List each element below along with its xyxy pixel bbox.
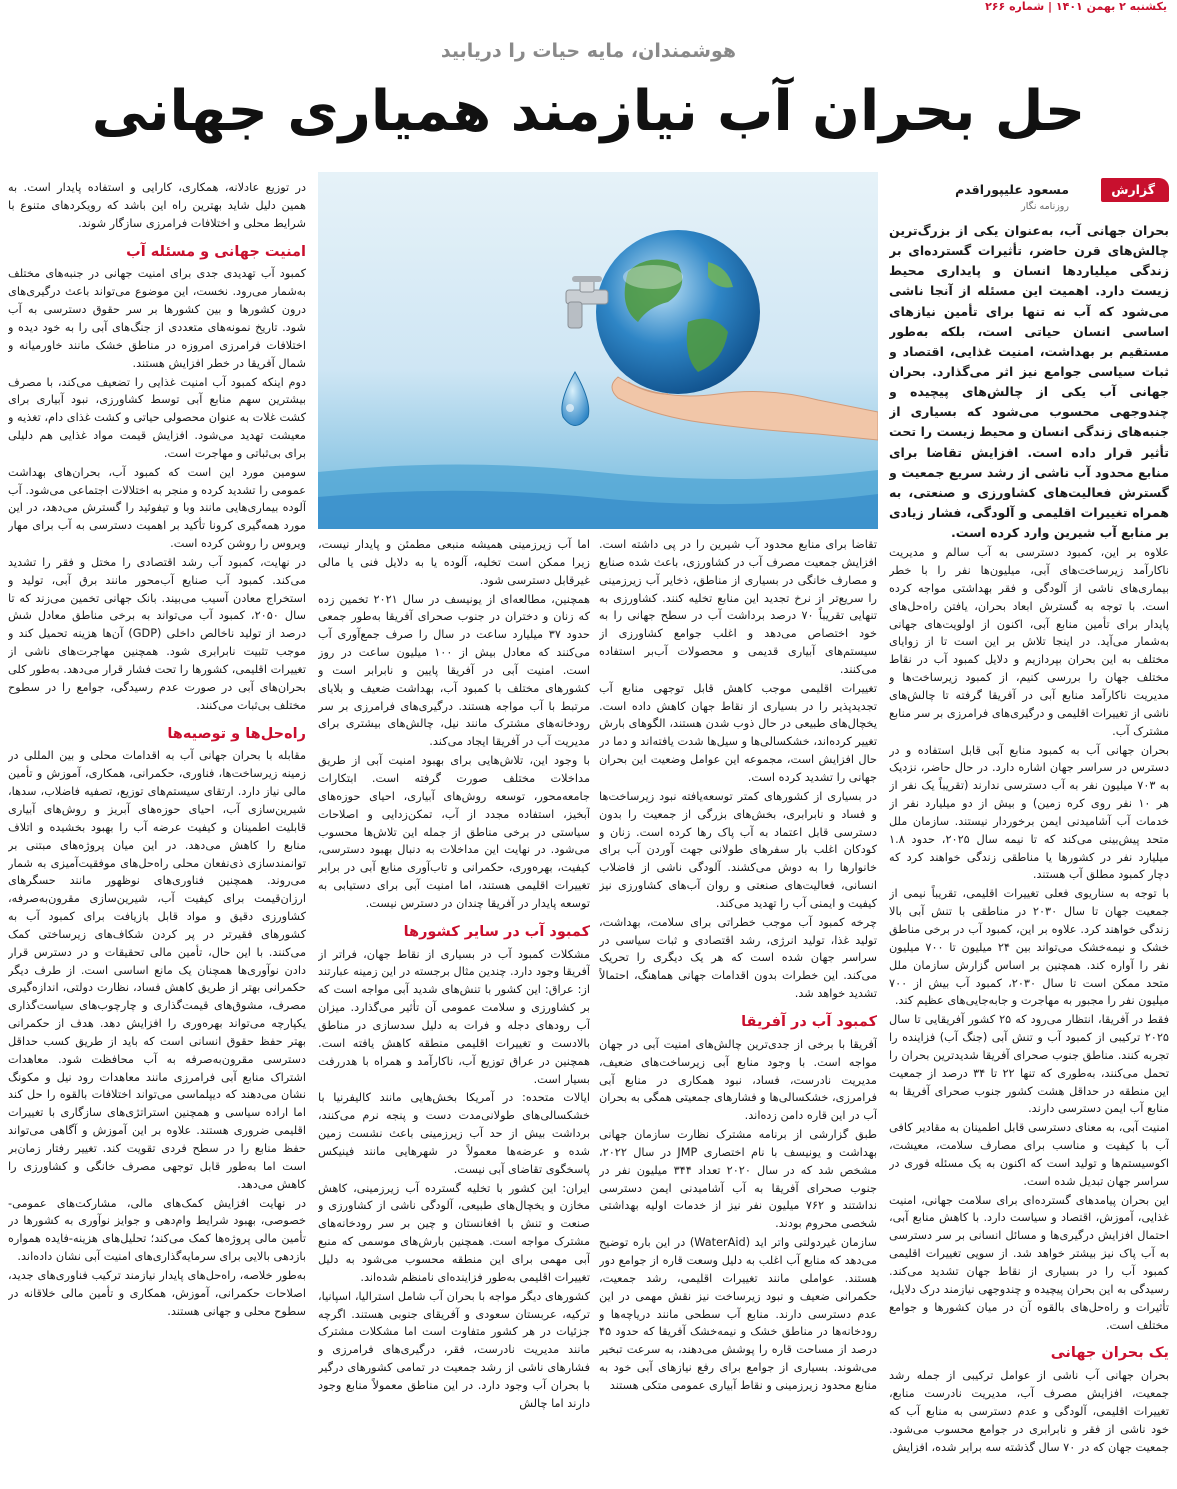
paragraph: در نهایت افزایش کمک‌های مالی، مشارکت‌های عمومی-خصوصی، بهبود شرایط وام‌دهی و جوایز نوآوری به کشورها در تأمین مالی پروژه‌ها کمک می‌کند؛ تحلیل‌های هزینه-فایده همواره بازدهی بالایی برای سرمایه‌گذاری‌های امنیت آبی نشان داده‌اند. <box>8 1196 306 1264</box>
section-heading: راه‌حل‌ها و توصیه‌ها <box>167 725 306 742</box>
paragraph: مشکلات کمبود آب در بسیاری از نقاط جهان، فراتر از آفریقا وجود دارد. چندین مثال برجسته در این زمینه عبارتند از: عراق: این کشور با تنش‌های شدید آبی مواجه است که بر کشاورزی و سلامت عمومی آن تأثیر می‌گذارد. میزان آب رودهای دجله و فرات به دلیل سدسازی در مناطق بالادست و تغییرات اقلیمی منطقه کاهش یافته است. همچنین در عراق توزیع آب، ناکارآمد و همراه با هدررفت بسیار است. <box>318 947 590 1086</box>
paragraph: ایالات متحده: در آمریکا بخش‌هایی مانند کالیفرنیا با خشکسالی‌های طولانی‌مدت دست و پنجه نرم می‌کنند، برداشت بیش از حد آب زیرزمینی باعث نشست زمین شده و عرضه‌ها معمولاً در شهرهایی مانند فینیکس پاسخگوی تقاضای آبی نیست. <box>318 1091 590 1176</box>
paragraph: در نهایت، کمبود آب رشد اقتصادی را مختل و فقر را تشدید می‌کند. کمبود آب صنایع آب‌محور مانند برق آبی، تولید و استخراج معادن آسیب می‌بیند. بانک جهانی تخمین می‌زند که تا سال ۲۰۵۰، کمبود آب می‌تواند به برخی مناطق معادل شش درصد از تولید ناخالص داخلی (GDP) آن‌ها هزینه تحمیل کند و موجب تثبیت نابرابری شود. همچنین مهاجرت‌های ناشی از تغییرات اقلیمی، کشورها را تحت فشار قرار می‌دهد. به‌طور کلی بحران‌های آبی در صورت عدم رسیدگی، جوامع را در سطوح مختلف بی‌ثبات می‌کنند. <box>8 555 306 712</box>
lead-paragraph: بحران جهانی آب، به‌عنوان یکی از بزرگ‌ترین چالش‌های قرن حاضر، تأثیرات گسترده‌ای بر زندگی میلیاردها انسان و پایداری محیط زیست دارد. اهمیت این مسئله از آنجا ناشی می‌شود که آب نه تنها برای تأمین نیازهای اساسی انسان حیاتی است، بلکه به‌طور مستقیم بر بهداشت، امنیت غذایی، اقتصاد و ثبات سیاسی جوامع نیز اثر می‌گذارد. بحران جهانی آب یکی از چالش‌های پیچیده و چندوجهی محسوب می‌شود که بسیاری از جنبه‌های زندگی انسان و محیط زیست را تحت تأثیر قرار داده است. افزایش تقاضا برای منابع محدود آب ناشی از رشد سریع جمعیت و گسترش فعالیت‌های کشاورزی و صنعتی، به همراه تغییرات اقلیمی و آلودگی، فشار زیادی بر منابع آب شیرین وارد کرده است. <box>889 223 1169 541</box>
kicker: هوشمندان، مایه حیات را دریابید <box>440 40 737 62</box>
paragraph: دوم اینکه کمبود آب امنیت غذایی را تضعیف می‌کند، با مصرف بیشترین سهم منابع آبی توسط کشاورزی، نبود آبیاری برای کشت غلات به عنوان محصولی حیاتی و کشت غذای دام، تغذیه و معیشت تهدید می‌شود. افزایش قیمت مواد غذایی هم دلیلی برای بی‌ثباتی و مهاجرت است. <box>8 375 306 460</box>
page-header: یکشنبه ۲ بهمن ۱۴۰۱ | شماره ۲۶۶ <box>985 0 1167 13</box>
section-heading: یک بحران جهانی <box>1050 1345 1169 1362</box>
byline <box>889 175 1169 221</box>
author-name: مسعود علیپوراقدم <box>955 182 1069 197</box>
article-photo <box>318 172 878 529</box>
paragraph: ایران: این کشور با تخلیه گسترده آب زیرزمینی، کاهش مخازن و یخچال‌های طبیعی، آلودگی ناشی از کشاورزی و صنعت و تنش با افغانستان و چین بر سر رودخانه‌های مشترک مواجه است. همچنین بارش‌های موسمی که منبع آبی مهمی برای این منطقه محسوب می‌شود به دلیل تغییرات اقلیمی به‌طور فزاینده‌ای نامنظم شده‌اند. <box>318 1181 590 1284</box>
paragraph: با وجود این، تلاش‌هایی برای بهبود امنیت آبی از طریق مداخلات مختلف صورت گرفته است. ابتکارات جامعه‌محور، توسعه روش‌های آبیاری، احیای حوزه‌های آبخیز، استفاده مجدد از آب، تمکن‌زدایی و اصلاحات سیاستی در برخی مناطق از جمله این تلاش‌ها محسوب می‌شود. در نهایت این مداخلات به دنبال بهبود دسترسی، کیفیت، بهره‌وری، حکمرانی و تاب‌آوری منابع آبی در برابر تغییرات اقلیمی هستند، اما امنیت آبی برای دستیابی به توسعه پایدار در آفریقا چندان در دسترس نیست. <box>318 754 590 910</box>
paragraph: امنیت آبی، به معنای دسترسی قابل اطمینان به مقادیر کافی آب با کیفیت و مناسب برای مصارف سلامت، معیشت، اکوسیستم‌ها و تولید است که اکنون به یک مسئله فوری در سراسر جهان تبدیل شده است. <box>889 1121 1169 1188</box>
paragraph: کشورهای دیگر مواجه با بحران آب شامل استرالیا، اسپانیا، ترکیه، عربستان سعودی و آفریقای جنوبی هستند. اگرچه جزئیات در هر کشور متفاوت است اما مشکلات مشترک مانند مدیریت نادرست، فقر، درگیری‌های فرامرزی و فشارهای ناشی از رشد جمعیت در تمامی کشورهای درگیر با بحران آب وجود دارد. در این مناطق معمولاً منابع وجود دارند اما چالش <box>318 1289 590 1410</box>
paragraph: فقط در آفریقا، انتظار می‌رود که ۲۵ کشور آفریقایی تا سال ۲۰۲۵ ترکیبی از کمبود آب و تنش آبی (جنگ آب) فزاینده را تجربه کنند. مناطق جنوب صحرای آفریقا شدیدترین بحران را تحمل می‌کنند، به‌طوری که تنها ۲۲ تا ۳۴ درصد از جمعیت این منطقه در حداقل هشت کشور جنوب صحرای آفریقا به منابع آب ایمن دسترسی دارند. <box>889 1013 1169 1116</box>
paragraph: همچنین، مطالعه‌ای از یونیسف در سال ۲۰۲۱ تخمین زده که زنان و دختران در جنوب صحرای آفریقا به‌طور جمعی حدود ۳۷ میلیارد ساعت در سال را صرف جمع‌آوری آب می‌کنند که معادل بیش از ۱۰۰ میلیون ساعت در روز است. امنیت آبی در آفریقا پایین و نابرابر است و کشورهای مختلف با کمبود آب، بهداشت ضعیف و بلایای مرتبط با آب مواجه هستند. درگیری‌های فرامرزی بر سر رودخانه‌های مشترک مانند نیل، چالش‌های بیشتری برای مدیریت آب در آفریقا ایجاد می‌کند. <box>318 592 590 749</box>
paragraph: چرخه کمبود آب موجب خطراتی برای سلامت، بهداشت، تولید غذا، تولید انرژی، رشد اقتصادی و ثبات سیاسی در سراسر جهان شده است که هر یک دیگری را تحریک می‌کند. این خطرات بدون اقدامات جهانی هماهنگ، احتمالاً تشدید خواهد شد. <box>599 915 877 1001</box>
paragraph: علاوه بر این، کمبود دسترسی به آب سالم و مدیریت ناکارآمد زیرساخت‌های آبی، میلیون‌ها نفر را با خطر بیماری‌های ناشی از آلودگی و فقر بهداشتی مواجه کرده است. با توجه به گسترش ابعاد بحران، یافتن راه‌حل‌های پایدار برای تأمین منابع آبی، اکنون از اولویت‌های جهانی به‌شمار می‌آید. در اینجا تلاش بر این است تا از زوایای مختلف به این بحران بپردازیم و دلایل کمبود آب در نقاط مختلف جهان را بررسی کنیم، از کمبود زیرساخت‌ها و مدیریت ناکارآمد منابع آبی در آفریقا گرفته تا چالش‌های ناشی از تغییرات اقلیمی و درگیری‌های فرامرزی بر سر منابع مشترک آب. <box>889 546 1169 738</box>
headline: حل بحران آب نیازمند همیاری جهانی <box>91 79 1086 144</box>
paragraph: تقاضا برای منابع محدود آب شیرین را در پی داشته است. افزایش جمعیت مصرف آب در کشاورزی، باعث شده صنایع و مصارف خانگی در بسیاری از مناطق، ذخایر آب زیرزمینی را سریع‌تر از نرخ تجدید این منابع تخلیه کنند. کشاورزی به تنهایی تقریباً ۷۰ درصد برداشت آب در سطح جهانی را به خود اختصاص می‌دهد و اغلب جوامع کشاورزی از سیستم‌های آبیاری قدیمی و محصولات آب‌بر استفاده می‌کنند. <box>599 538 877 676</box>
paragraph: به‌طور خلاصه، راه‌حل‌های پایدار نیازمند ترکیب فناوری‌های جدید، اصلاحات حکمرانی، آموزش، همکاری و تأمین مالی خلاقانه در سطوح محلی و جهانی هستند. <box>8 1268 306 1318</box>
paragraph: در بسیاری از کشورهای کمتر توسعه‌یافته نبود زیرساخت‌ها و فساد و نابرابری، بخش‌های بزرگی از جمعیت را بدون دسترسی قابل اعتماد به آب پاک رها کرده است. زنان و کودکان اغلب بار سفرهای طولانی جهت آوردن آب برای خانوارها را به دوش می‌کشند. آلودگی ناشی از فاضلاب انسانی، فعالیت‌های صنعتی و روان آب‌های کشاورزی نیز کیفیت و ایمنی آب را تهدید می‌کند. <box>599 789 877 910</box>
paragraph: مقابله با بحران جهانی آب به اقدامات محلی و بین المللی در زمینه زیرساخت‌ها، فناوری، حکمرانی، همکاری، آموزش و تأمین مالی نیاز دارد. ارتقای سیستم‌های توزیع، تصفیه فاضلاب، سدها، شیرین‌سازی آب، احیای حوزه‌های آبریز و روش‌های آبیاری قابلیت اطمینان و کیفیت عرضه آب را بهبود بخشیده و اتلاف منابع را کاهش می‌دهد. در این میان پروژه‌های مبتنی بر توانمندسازی ذی‌نفعان محلی راه‌حل‌های موفقیت‌آمیزی به شمار می‌روند. همچنین فناوری‌های نوظهور مانند حسگرهای ارزان‌قیمت برای کیفیت آب، شیرین‌سازی مقرون‌به‌صرفه، کشاورزی دقیق و مواد قابل بازیافت برای کمبود آب به کشورهای فقیرتر در پر کردن شکاف‌های زیرساختی کمک می‌کنند. با این حال، تأمین مالی تحقیقات و در دسترس قرار دادن نوآوری‌ها همچنان یک مانع اساسی است. از طرف دیگر حکمرانی بهتر از طریق کاهش فساد، نظارت دولتی، اندازه‌گیری مصرف، مشوق‌های قیمت‌گذاری و چارچوب‌های سیاست‌گذاری یکپارچه می‌تواند بهره‌وری را افزایش دهد. هدف از حکمرانی بهتر حفظ حقوق انسانی است که باید از طریق کسب حداقل دسترسی مقرون‌به‌صرفه به آب محافظت شود. معاهدات اشتراک منابع آبی فرامرزی مانند معاهدات رود نیل و مکونگ نشان می‌دهند که دیپلماسی می‌تواند اختلافات بالقوه را حل کند اما اراده سیاسی و همچنین استراتژی‌های سازگاری با تغییرات اقلیمی ضروری هستند. علاوه بر این آموزش و آگاهی می‌تواند حفظ منابع را در سطح فردی تقویت کند. تغییر رفتار زمان‌بر است اما به‌طور قابل توجهی مصرف خانگی و کشاورزی را کاهش می‌دهد. <box>8 749 306 1191</box>
paragraph: اما آب زیرزمینی همیشه منبعی مطمئن و پایدار نیست، زیرا ممکن است تخلیه، آلوده یا به دلایل فنی یا مالی غیرقابل دسترسی شود. <box>318 538 590 587</box>
section-heading: کمبود آب در آفریقا <box>741 1013 877 1030</box>
paragraph: با توجه به سناریوی فعلی تغییرات اقلیمی، تقریباً نیمی از جمعیت جهان تا سال ۲۰۳۰ در مناطقی با تنش آبی بالا زندگی خواهند کرد. علاوه بر این، کمبود آب در برخی مناطق خشک و نیمه‌خشک می‌تواند بین ۲۴ میلیون تا ۷۰۰ میلیون نفر را آواره کند. همچنین بر اساس گزارش سازمان ملل متحد ممکن است تا سال ۲۰۳۰، کمبود آب بیش از ۷۰۰ میلیون نفر را مجبور به مهاجرت و جابه‌جایی‌های عظیم کند. <box>889 887 1169 1008</box>
section-tag: گزارش <box>1101 178 1169 202</box>
paragraph: کمبود آب تهدیدی جدی برای امنیت جهانی در جنبه‌های مختلف به‌شمار می‌رود. نخست، این موضوع می‌تواند باعث درگیری‌های درون کشورها و بین کشورها بر سر حقوق دسترسی به آب شود. تاریخ نمونه‌های متعددی از جنگ‌های آبی را به خود دیده و اختلافات فرامرزی امروزه در مناطق خشک مانند خاورمیانه و شمال آفریقا در خطر افزایش هستند. <box>8 267 306 370</box>
paragraph: این بحران پیامدهای گسترده‌ای برای سلامت جهانی، امنیت غذایی، آموزش، اقتصاد و سیاست دارد. با کاهش منابع آبی، احتمال افزایش درگیری‌ها و مسائل انسانی بر سر دسترسی به آب پاک نیز بیشتر خواهد شد. از سویی تغییرات اقلیمی کمبود آب را در بسیاری از نقاط جهان تشدید می‌کند. رسیدگی به این بحران پیچیده و چندوجهی نیازمند درک دلایل، تأثیرات و راه‌حل‌های بالقوه آن در میان کشورها و جوامع مختلف است. <box>889 1193 1169 1332</box>
column-middle-right <box>599 536 877 1481</box>
author-role: روزنامه نگار <box>1021 201 1069 212</box>
paragraph: آفریقا با برخی از جدی‌ترین چالش‌های امنیت آبی در جهان مواجه است. با وجود منابع آبی زیرساخت‌های ضعیف، مدیریت نادرست، فساد، نبود همکاری در منابع آبی فرامرزی، خشکسالی‌ها و فشارهای جمعیتی همگی به بحران آب در این قاره دامن زده‌اند. <box>599 1037 877 1123</box>
paragraph: در توزیع عادلانه، همکاری، کارایی و استفاده پایدار است. به همین دلیل شاید بهترین راه این باشد که رویکردهای متنوع با شرایط محلی و اختلافات فرامرزی سازگار شوند. <box>8 181 306 230</box>
paragraph: سومین مورد این است که کمبود آب، بحران‌های بهداشت عمومی را تشدید کرده و منجر به اختلالات اجتماعی می‌شود. آب آلوده بیماری‌هایی مانند وبا و تیفوئید را گسترش می‌دهد، در این مورد همه‌گیری کرونا تأکید بر اهمیت دسترسی به آب برای مهار ویروس را روشن کرده است. <box>8 465 306 551</box>
section-heading: کمبود آب در سایر کشورها <box>403 923 590 940</box>
column-middle-left <box>318 536 590 1481</box>
paragraph: بحران جهانی آب ناشی از عوامل ترکیبی از جمله رشد جمعیت، افزایش مصرف آب، مدیریت نادرست منابع، تغییرات اقلیمی، آلودگی و عدم دسترسی به منابع آب که خود ناشی از فقر و نابرابری در جوامع محسوب می‌شود. جمعیت جهان که در ۷۰ سال گذشته سه برابر شده، افزایش <box>889 1369 1169 1454</box>
paragraph: سازمان غیردولتی واتر اید (WaterAid) در این باره توضیح می‌دهد که منابع آب اغلب به دلیل وسعت قاره از جوامع دور هستند. عواملی مانند تغییرات اقلیمی، رشد جمعیت، حکمرانی ضعیف و نبود زیرساخت نیز نقش مهمی در این عدم دسترسی دارند. منابع آب سطحی مانند دریاچه‌ها و رودخانه‌ها در مناطق خشک و نیمه‌خشک آفریقا که حدود ۴۵ درصد از مساحت قاره را پوشش می‌دهند، به سرعت تبخیر می‌شوند. بسیاری از جوامع برای رفع نیازهای آبی خود به منابع محدود زیرزمینی و نقاط آبیاری عمومی متکی هستند <box>599 1236 877 1392</box>
paragraph: بحران جهانی آب به کمبود منابع آبی قابل استفاده و در دسترس در سراسر جهان اشاره دارد. در حال حاضر، نزدیک به ۷۰۳ میلیون نفر به آب دسترسی ندارند (تقریباً یک نفر از هر ۱۰ نفر روی کره زمین) و بیش از دو میلیارد نفر از خدمات آب آشامیدنی ایمن برخوردار نیستند. سازمان ملل متحد پیش‌بینی می‌کند که تا نیمه سال ۲۰۲۵، حدود ۱.۸ میلیارد نفر در کشورها یا مناطقی زندگی خواهند کرد که دچار کمبود مطلق آب هستند. <box>889 743 1169 882</box>
section-heading: امنیت جهانی و مسئله آب <box>126 243 306 260</box>
globe-icon <box>596 230 760 394</box>
column-right <box>889 175 1169 1481</box>
paragraph: تغییرات اقلیمی موجب کاهش قابل توجهی منابع آب تجدیدپذیر را در بسیاری از نقاط جهان کاهش داده است. یخچال‌های طبیعی در حال ذوب شدن هستند، الگوهای بارش تغییر کرده‌اند، خشکسالی‌ها و سیل‌ها شدت یافته‌اند و دما در حال افزایش است، مجموعه این عوامل وضعیت این بحران جهانی را تشدید کرده است. <box>599 681 877 784</box>
column-left <box>8 179 306 1481</box>
paragraph: طبق گزارشی از برنامه مشترک نظارت سازمان جهانی بهداشت و یونیسف با نام اختصاری JMP در سال ۲۰۲۲، مشخص شد که در سال ۲۰۲۰ تعداد ۳۴۴ میلیون نفر در جنوب صحرای آفریقا به آب آشامیدنی ایمن دسترسی نداشتند و ۷۶۲ میلیون نفر نیز از خدمات اولیه بهداشتی شخصی محروم بودند. <box>599 1128 877 1231</box>
